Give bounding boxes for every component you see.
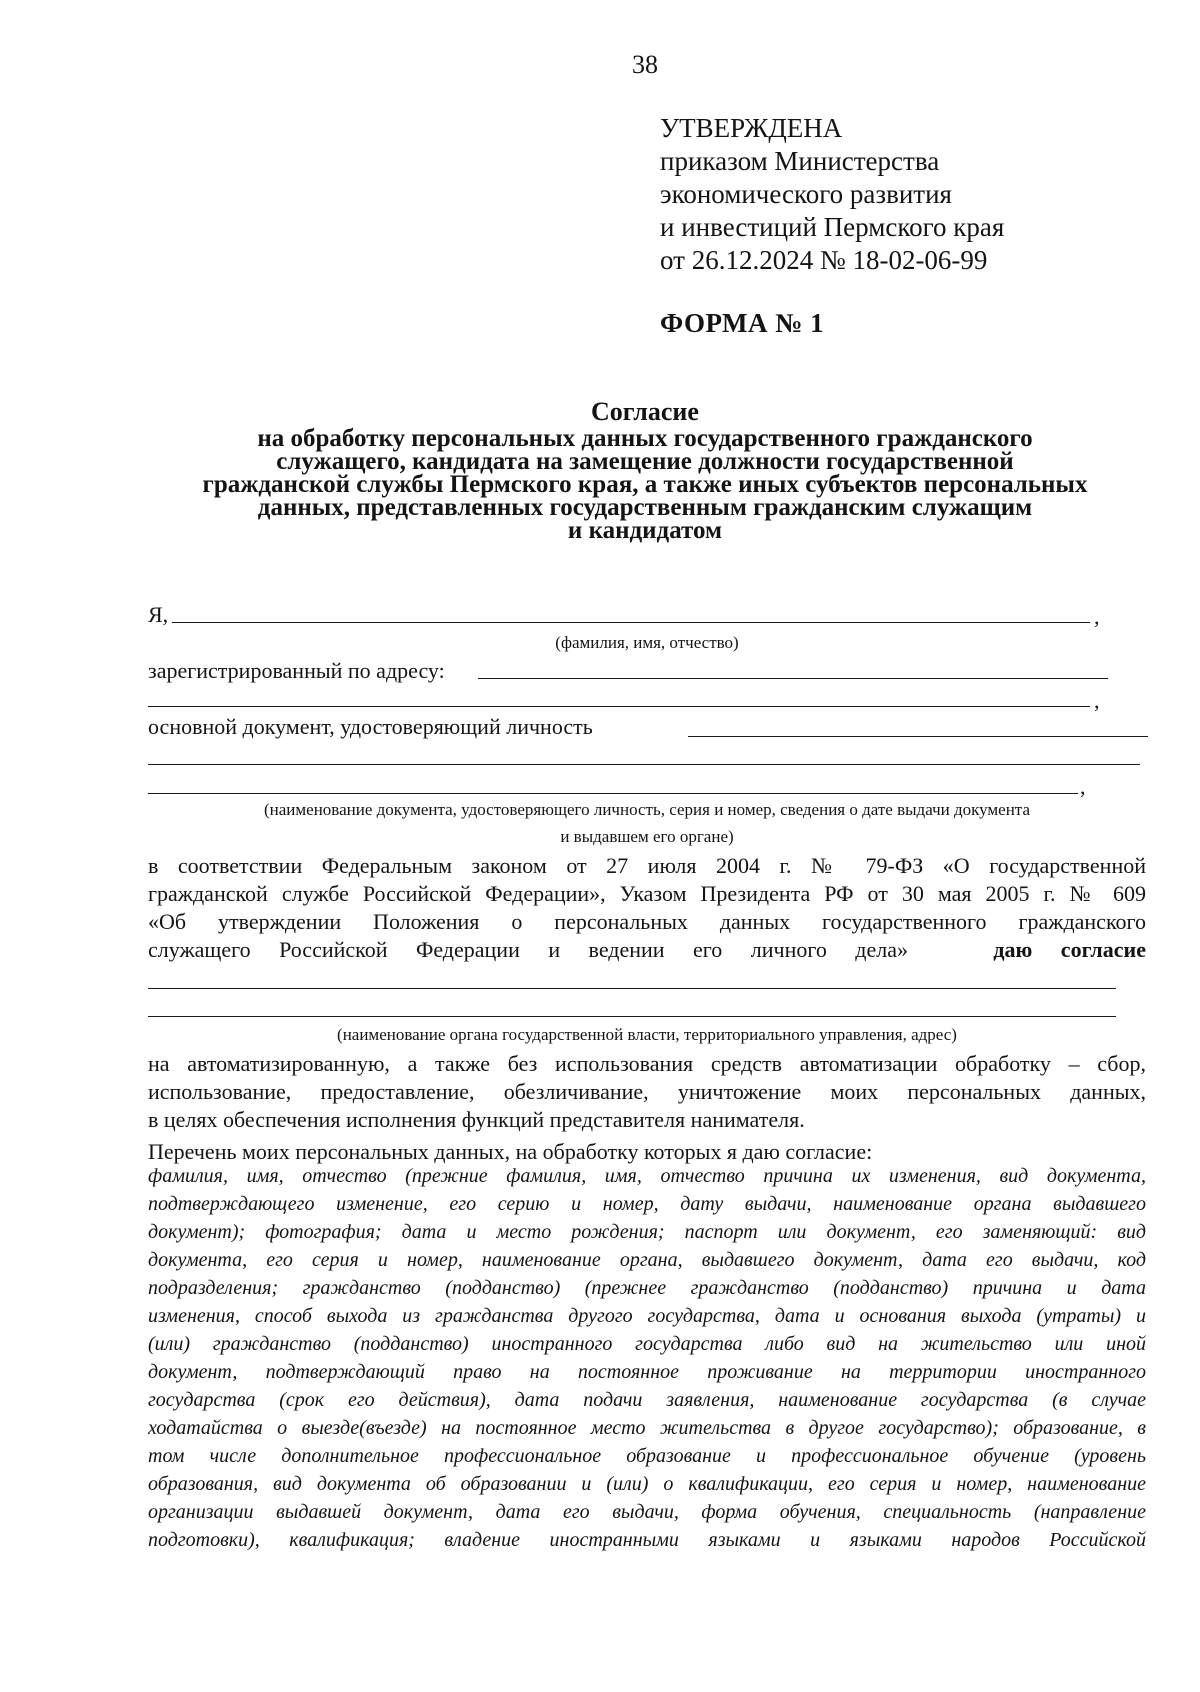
title-line: данных, представленных государственным гражданским служащим [257, 494, 1033, 521]
identity-document-field-continued[interactable] [148, 793, 1078, 794]
list-line: подтверждающего изменение, его серию и номер, дату выдачи, наименование органа выдавшего [148, 1193, 1146, 1215]
identity-document-caption: (наименование документа, удостоверяющего личность, серия и номер, сведения о дате выдачи документа [264, 800, 1030, 819]
list-line: документ, подтверждающий право на постоянное проживание на территории иностранного [148, 1361, 1146, 1383]
legal-basis-paragraph [148, 852, 1146, 964]
page-number: 38 [632, 50, 658, 79]
i-label: Я, [148, 602, 169, 627]
paragraph-line: в соответствии Федеральным законом от 27 июля 2004 г. № 79-ФЗ «О государственной [148, 853, 1146, 878]
list-line: фамилия, имя, отчество (прежние фамилия, имя, отчество причина их изменения, вид документа, [148, 1165, 1146, 1187]
paragraph-line: в целях обеспечения исполнения функций представителя нанимателя. [148, 1107, 805, 1132]
list-line: образования, вид документа об образовании и (или) о квалификации, его серия и номер, наименование [148, 1473, 1146, 1495]
document-title [140, 397, 1150, 544]
field-comma: , [1094, 604, 1100, 629]
personal-data-list [148, 1162, 1146, 1554]
processing-paragraph [148, 1050, 1146, 1166]
identity-document-field-continued[interactable] [148, 764, 1140, 765]
list-line: подготовки), квалификация; владение иностранными языками и языками народов Российской [148, 1529, 1146, 1551]
organ-field-continued[interactable] [148, 1016, 1116, 1017]
paragraph-line: гражданской службе Российской Федерации», Указом Президента РФ от 30 мая 2005 г. № 609 [148, 881, 1146, 906]
approval-line: приказом Министерства [660, 146, 940, 176]
organ-caption: (наименование органа государственной власти, территориального управления, адрес) [337, 1025, 957, 1044]
full-name-caption: (фамилия, имя, отчество) [555, 633, 739, 652]
identity-document-caption: и выдавшем его органе) [560, 827, 734, 846]
list-line: (или) гражданство (подданство) иностранного государства либо вид на жительство или иной [148, 1333, 1146, 1355]
list-line: документа, его серия и номер, наименование органа, выдавшего документ, дата его выдачи, код [148, 1249, 1146, 1271]
approval-block [660, 112, 1004, 277]
approval-date-number: от 26.12.2024 № 18-02-06-99 [660, 245, 988, 275]
approval-line: экономического развития [660, 179, 952, 209]
paragraph-line [148, 936, 1146, 964]
list-line: государства (срок его действия), дата подачи заявления, наименование государства (в случае [148, 1389, 1146, 1411]
field-comma: , [1094, 688, 1100, 713]
list-line: том числе дополнительное профессиональное образование и профессиональное обучение (уровень [148, 1445, 1146, 1467]
address-field[interactable] [478, 678, 1108, 679]
paragraph-line: использование, предоставление, обезличивание, уничтожение моих персональных данных, [148, 1079, 1146, 1104]
list-line: организации выдавшей документ, дата его выдачи, форма обучения, специальность (направление [148, 1501, 1146, 1523]
form-number: ФОРМА № 1 [660, 308, 825, 338]
list-line: подразделения; гражданство (подданство) (прежнее гражданство (подданство) причина и дата [148, 1277, 1146, 1299]
full-name-field[interactable] [172, 622, 1090, 623]
title-line: на обработку персональных данных государственного гражданского [257, 425, 1033, 452]
organ-field[interactable] [148, 988, 1116, 989]
list-line: документ); фотография; дата и место рождения; паспорт или документ, его заменяющий: вид [148, 1221, 1146, 1243]
field-comma: , [1080, 774, 1086, 799]
title-line: Согласие [591, 397, 699, 426]
title-line: гражданской службы Пермского края, а также иных субъектов персональных [202, 471, 1088, 498]
identity-document-field[interactable] [688, 736, 1148, 737]
title-line: и кандидатом [567, 517, 723, 544]
identity-document-label: основной документ, удостоверяющий личность [148, 714, 593, 739]
basis-text: служащего Российской Федерации и ведении его личного дела» [148, 937, 908, 962]
consent-bold-text: даю согласие [993, 937, 1146, 962]
list-line: изменения, способ выхода из гражданства другого государства, дата и основания выхода (утраты) и [148, 1305, 1146, 1327]
address-field-continued[interactable] [148, 706, 1090, 707]
list-line: ходатайства о выезде(въезде) на постоянное место жительства в другое государство); образование, в [148, 1417, 1146, 1439]
approval-stamp: УТВЕРЖДЕНА [660, 113, 843, 143]
list-intro: Перечень моих персональных данных, на обработку которых я даю согласие: [148, 1139, 873, 1164]
approval-line: и инвестиций Пермского края [660, 212, 1005, 242]
address-label: зарегистрированный по адресу: [148, 658, 445, 683]
paragraph-line: на автоматизированную, а также без использования средств автоматизации обработку – сбор, [148, 1051, 1146, 1076]
title-line: служащего, кандидата на замещение должности государственной [276, 448, 1014, 475]
paragraph-line: «Об утверждении Положения о персональных данных государственного гражданского [148, 909, 1146, 934]
